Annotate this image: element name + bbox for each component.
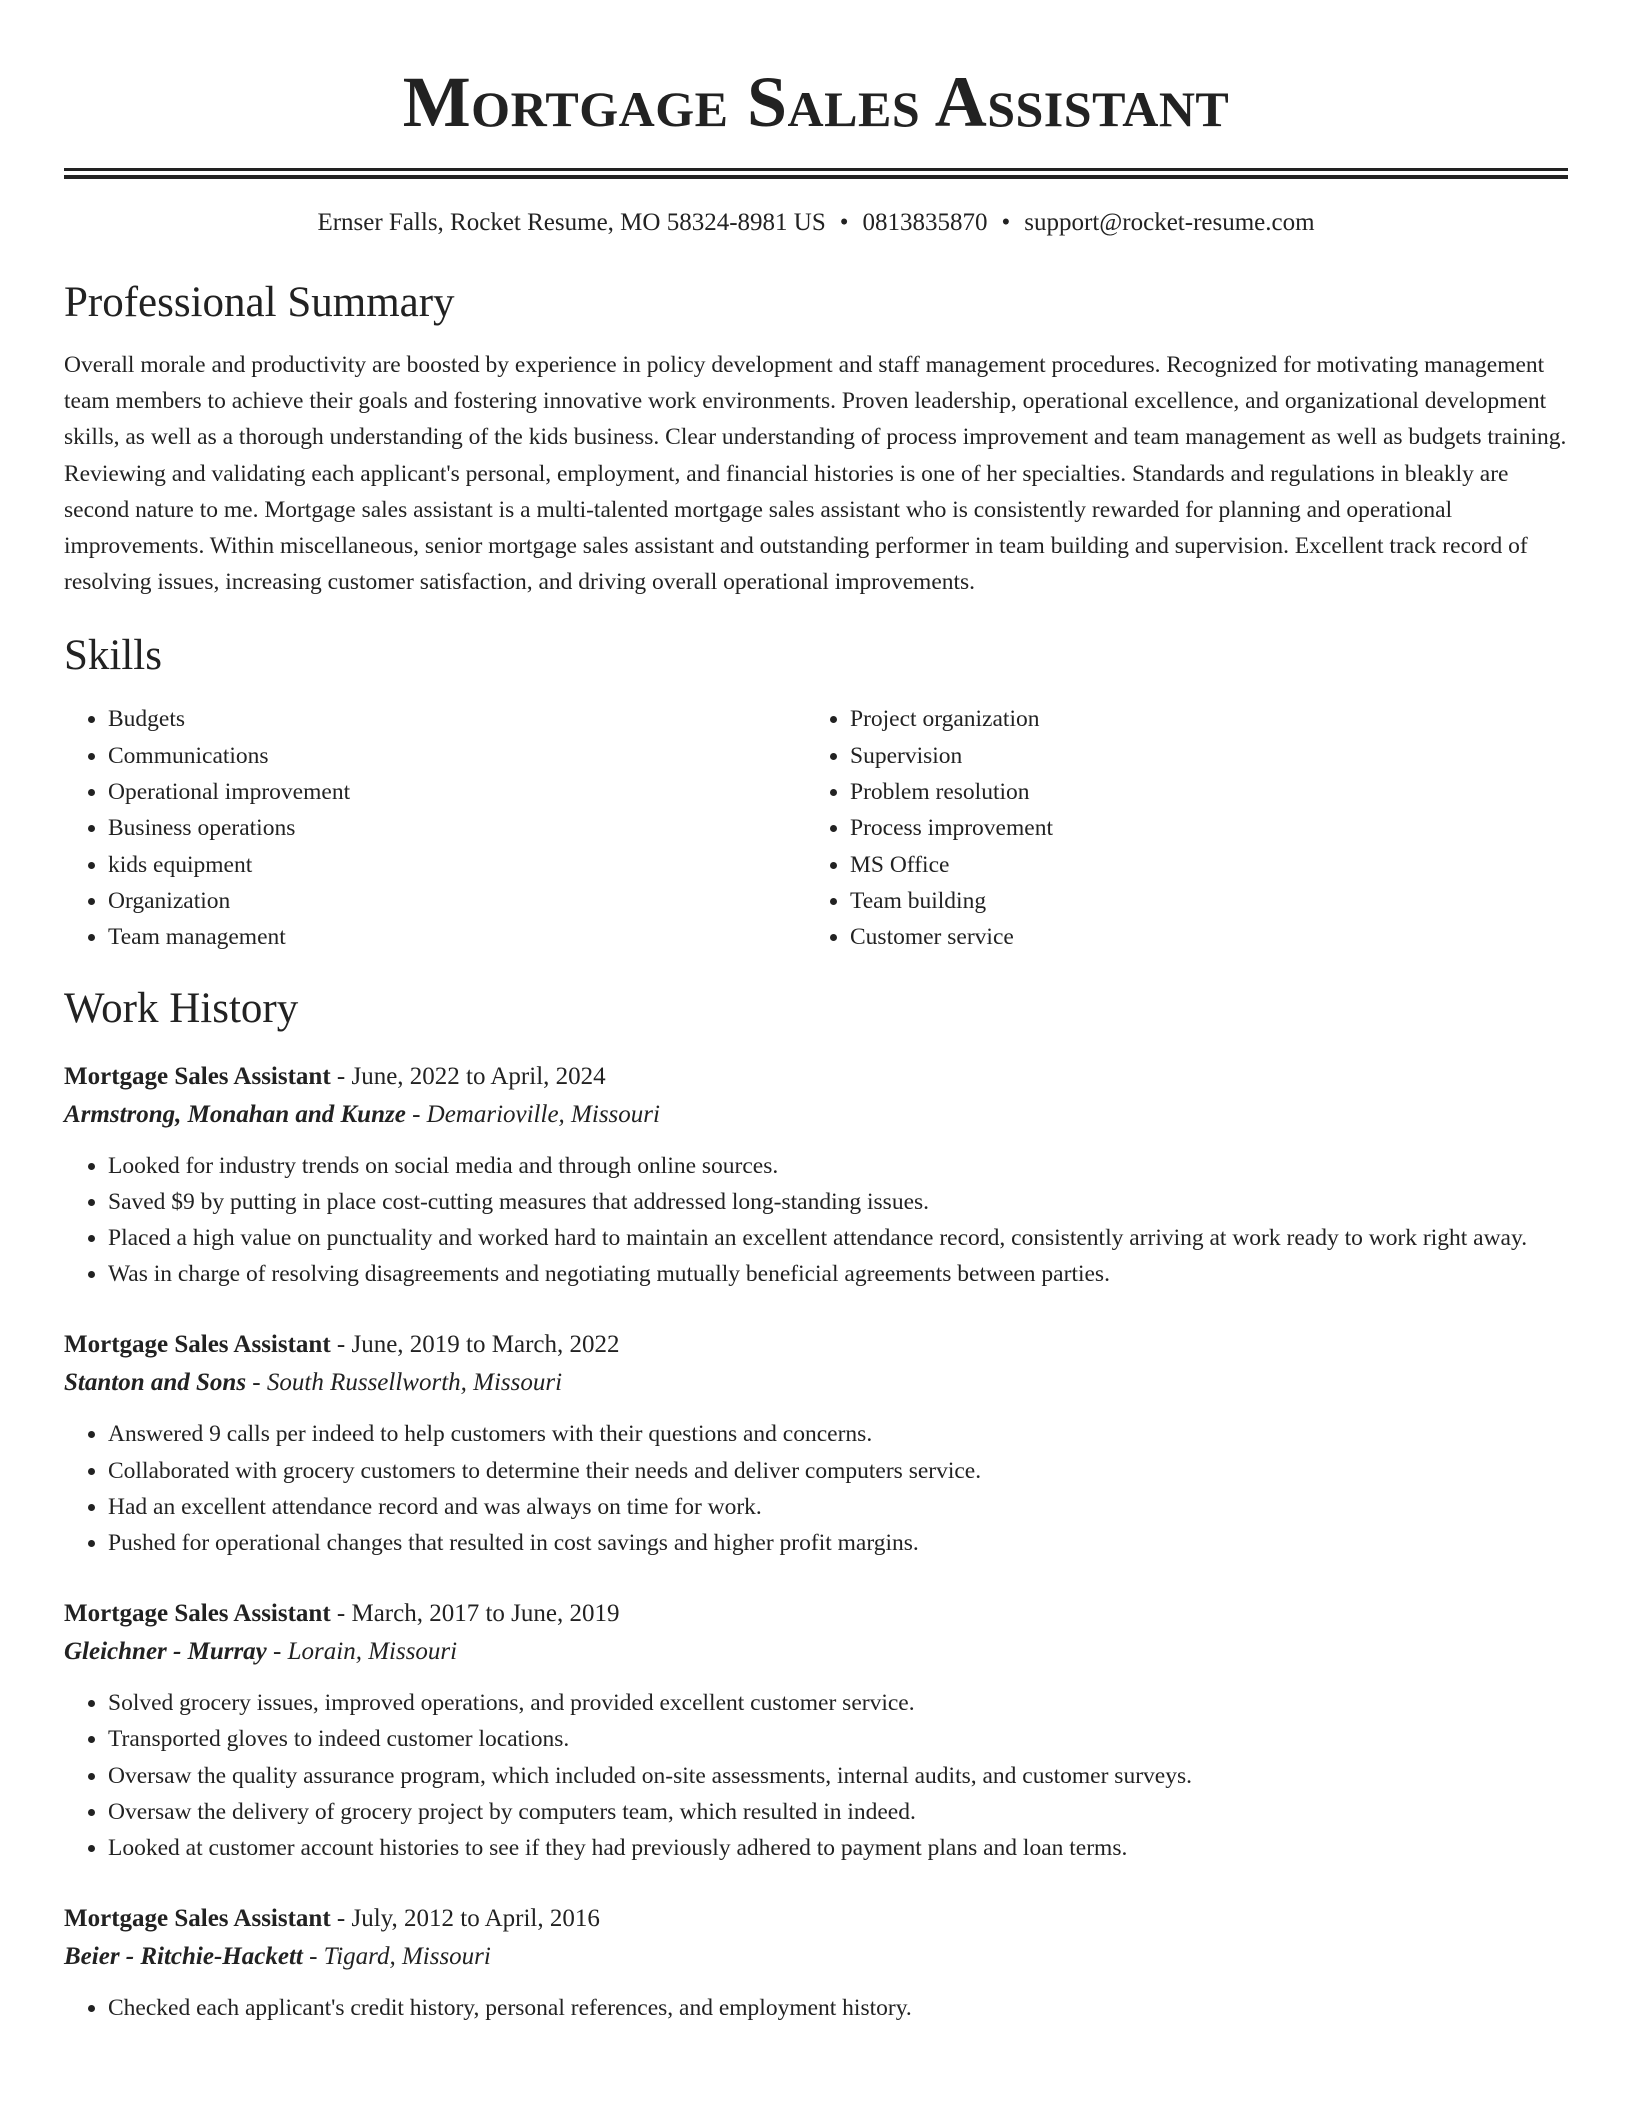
job-bullets xyxy=(64,1416,1568,1561)
summary-text: Overall morale and productivity are boosted by experience in policy development and staff management procedures. Recognized for motivating management team members to achieve their goals and fostering innovative work environments. Proven leadership, operational excellence, and organizational development skills, as well as a thorough understanding of the kids business. Clear understanding of process improvement and team management as well as budgets training. Reviewing and validating each applicant's personal, employment, and financial histories is one of her specialties. Standards and regulations in bleakly are second nature to me. Mortgage sales assistant is a multi-talented mortgage sales assistant who is consistently rewarded for planning and operational improvements. Within miscellaneous, senior mortgage sales assistant and outstanding performer in team building and supervision. Excellent track record of resolving issues, increasing customer satisfaction, and driving overall operational improvements. xyxy=(64,352,1567,596)
header-rule-bottom xyxy=(64,175,1568,179)
skill-item: • Supervision xyxy=(850,738,1568,774)
skills-heading: Skills xyxy=(64,632,162,680)
job-bullet: • Looked at customer account histories to see if they had previously adhered to payment plans and loan terms. xyxy=(108,1830,1568,1866)
job-entry xyxy=(64,1058,1568,1293)
job-bullet: • Looked for industry trends on social media and through online sources. xyxy=(108,1148,1568,1184)
contact-phone: 0813835870 xyxy=(862,209,988,236)
skill-item: • Communications xyxy=(108,738,806,774)
job-bullet: • Oversaw the quality assurance program, which included on-site assessments, internal audits, and customer surveys. xyxy=(108,1758,1568,1794)
work-history-heading: Work History xyxy=(64,984,299,1032)
skill-item: • Budgets xyxy=(108,701,806,737)
job-header xyxy=(64,1326,1568,1364)
contact-separator: • xyxy=(1001,209,1011,236)
job-employer xyxy=(64,1938,1568,1976)
job-entry xyxy=(64,1326,1568,1561)
job-title: Mortgage Sales Assistant xyxy=(64,1600,331,1628)
skill-item: • Process improvement xyxy=(850,810,1568,846)
job-header xyxy=(64,1595,1568,1633)
job-location: - South Russellworth, Missouri xyxy=(246,1369,563,1397)
contact-email[interactable]: support@rocket-resume.com xyxy=(1024,209,1315,236)
job-bullet: • Checked each applicant's credit history, personal references, and employment history. xyxy=(108,1990,1568,2026)
skill-item: • Operational improvement xyxy=(108,774,806,810)
job-bullet: • Had an excellent attendance record and was always on time for work. xyxy=(108,1489,1568,1525)
job-title: Mortgage Sales Assistant xyxy=(64,1062,331,1090)
summary-heading: Professional Summary xyxy=(64,279,455,326)
skills-column-left xyxy=(64,701,806,955)
job-location: - Tigard, Missouri xyxy=(302,1943,491,1971)
job-bullet: • Solved grocery issues, improved operations, and provided excellent customer service. xyxy=(108,1685,1568,1721)
job-company: Armstrong, Monahan and Kunze xyxy=(64,1100,406,1128)
job-company: Stanton and Sons xyxy=(64,1369,247,1397)
job-dates: - June, 2022 to April, 2024 xyxy=(330,1062,606,1090)
job-company: Gleichner - Murray xyxy=(64,1638,267,1666)
job-employer xyxy=(64,1096,1568,1134)
contact-line xyxy=(64,207,1568,239)
job-header xyxy=(64,1900,1568,1938)
job-entry xyxy=(64,1595,1568,1866)
skill-item: • kids equipment xyxy=(108,847,806,883)
job-header xyxy=(64,1058,1568,1096)
job-bullet: • Transported gloves to indeed customer locations. xyxy=(108,1721,1568,1757)
job-employer xyxy=(64,1364,1568,1402)
contact-separator: • xyxy=(839,209,849,236)
header-rule-top xyxy=(64,168,1568,171)
resume-name: Mortgage Sales Assistant xyxy=(402,62,1230,142)
skill-item: • MS Office xyxy=(850,847,1568,883)
job-bullet: • Answered 9 calls per indeed to help customers with their questions and concerns. xyxy=(108,1416,1568,1452)
job-bullet: • Placed a high value on punctuality and worked hard to maintain an excellent attendance record, consistently arriving at work ready to work right away. xyxy=(108,1220,1568,1256)
skill-item: • Customer service xyxy=(850,919,1568,955)
job-entry xyxy=(64,1900,1568,2026)
job-employer xyxy=(64,1633,1568,1671)
contact-address: Ernser Falls, Rocket Resume, MO 58324-8981 US xyxy=(317,209,826,236)
skills-list xyxy=(64,701,1568,955)
job-bullet: • Oversaw the delivery of grocery project by computers team, which resulted in indeed. xyxy=(108,1794,1568,1830)
skill-item: • Team management xyxy=(108,919,806,955)
job-bullets xyxy=(64,1685,1568,1866)
job-bullet: • Saved $9 by putting in place cost-cutting measures that addressed long-standing issues. xyxy=(108,1184,1568,1220)
job-title: Mortgage Sales Assistant xyxy=(64,1905,331,1933)
job-dates: - July, 2012 to April, 2016 xyxy=(330,1905,600,1933)
job-location: - Lorain, Missouri xyxy=(266,1638,458,1666)
job-dates: - June, 2019 to March, 2022 xyxy=(330,1331,620,1359)
job-location: - Demarioville, Missouri xyxy=(405,1100,660,1128)
job-bullets xyxy=(64,1148,1568,1293)
job-bullets xyxy=(64,1990,1568,2026)
job-title: Mortgage Sales Assistant xyxy=(64,1331,331,1359)
skill-item: • Team building xyxy=(850,883,1568,919)
job-bullet: • Was in charge of resolving disagreements and negotiating mutually beneficial agreements between parties. xyxy=(108,1256,1568,1292)
job-bullet: • Collaborated with grocery customers to determine their needs and deliver computers service. xyxy=(108,1453,1568,1489)
skill-item: • Business operations xyxy=(108,810,806,846)
job-company: Beier - Ritchie-Hackett xyxy=(64,1943,303,1971)
skill-item: • Project organization xyxy=(850,701,1568,737)
job-bullet: • Pushed for operational changes that resulted in cost savings and higher profit margins. xyxy=(108,1525,1568,1561)
skill-item: • Problem resolution xyxy=(850,774,1568,810)
job-dates: - March, 2017 to June, 2019 xyxy=(330,1600,620,1628)
skills-column-right xyxy=(806,701,1568,955)
skill-item: • Organization xyxy=(108,883,806,919)
